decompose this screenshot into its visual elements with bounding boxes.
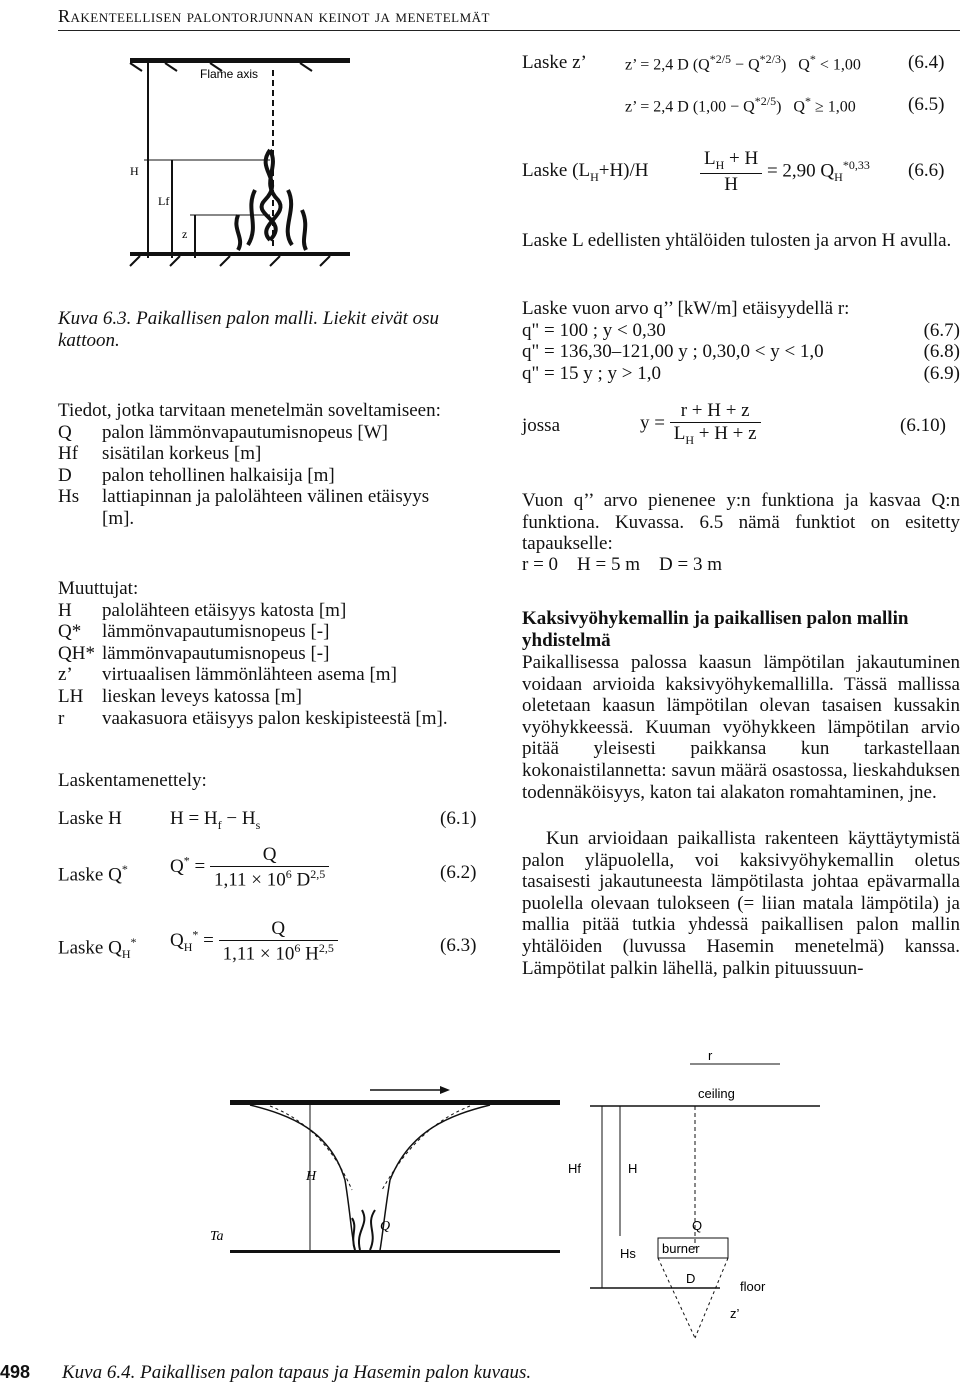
eq66-label: Laske $(L_H+H)/H$	[522, 160, 649, 184]
eq65-expr: z’ = 2,4 D $(1,00 - Q^{*2/5})$ Q* ≥ 1,00	[625, 94, 856, 116]
page-number: 498	[0, 1362, 31, 1382]
var-r: vaakasuora etäisyys palon keskipisteestä [m].	[102, 707, 448, 729]
running-header: Rakenteellisen palontorjunnan keinot ja menetelmät	[58, 6, 490, 26]
eq61-expr: $H = H_f - H_s$	[170, 808, 261, 832]
sym-lh: LH	[58, 685, 84, 707]
figure-6-4-caption: Kuva 6.4. Paikallisen palon tapaus ja Hasemin palon kuvaus.	[62, 1362, 532, 1383]
eq61-label: Laske H	[58, 808, 122, 829]
fig63-h-label: H	[130, 164, 139, 178]
eq63-label: Laske $Q_H^*$	[58, 935, 137, 962]
eq65-number: (6.5)	[908, 94, 945, 115]
section-title: Kaksivyöhykemallin ja paikallisen palon mallin yhdistelmä	[522, 608, 909, 651]
item-d: palon tehollinen halkaisija [m]	[102, 464, 335, 486]
schematic-h-label: H	[628, 1161, 638, 1176]
sym-qhstar: QH*	[58, 642, 95, 664]
schematic-floor-label: floor	[740, 1279, 766, 1294]
eq69-number: (6.9)	[923, 362, 960, 384]
schematic-d-label: D	[686, 1271, 696, 1286]
hasemi-schematic	[568, 1048, 840, 1348]
schematic-hs-label: Hs	[620, 1246, 636, 1261]
eq62-label: Laske Q*	[58, 862, 128, 886]
sym-qstar: Q*	[58, 621, 82, 643]
eq68-expr: q" = 136,30–121,00 y ; 0,30,0 < y < 1,0	[522, 341, 824, 363]
eq63-number: (6.3)	[440, 935, 477, 956]
fig64-h-label: H	[306, 1169, 317, 1184]
schematic-ceiling-label: ceiling	[698, 1086, 735, 1101]
sym-q: Q	[58, 421, 72, 443]
tiedot-intro: Tiedot, jotka tarvitaan menetelmän soveltamiseen:	[58, 400, 441, 421]
eq62-expr: Q* = $\frac{Q}{1,11 \times 10^6 D^{2,5}}$	[170, 844, 329, 891]
laskenta-intro: Laskentamenettely:	[58, 770, 207, 791]
fig63-lf-label: Lf	[158, 194, 170, 208]
fig64-ta-label: Ta	[210, 1229, 224, 1244]
item-q: palon lämmönvapautumisnopeus [W]	[102, 421, 388, 443]
flux-intro: Laske vuon arvo q’’ [kW/m] etäisyydellä r:	[522, 298, 850, 319]
eq61-number: (6.1)	[440, 808, 477, 829]
sym-hf: Hf	[58, 443, 79, 465]
eq64-number: (6.4)	[908, 52, 945, 73]
sym-z: z’	[58, 664, 73, 686]
eq610-number: (6.10)	[900, 415, 946, 436]
sym-hs: Hs	[58, 486, 80, 508]
eq64-expr: z’ = 2,4 D $(Q^{*2/5} - Q^{*2/3}) Q^* < 1,00$	[625, 52, 861, 74]
eq66-expr: $\frac{L_H + H}{H}$ = 2,90 $Q_H^{*0,33}$	[700, 148, 870, 196]
eq63-expr: $Q_H^*$ = $\frac{Q}{1,11 \times 10^6 H^{2,5}}$	[170, 918, 338, 965]
var-lh: lieskan leveys katossa [m]	[102, 685, 302, 707]
eq69-expr: q" = 15 y ; y > 1,0	[522, 362, 661, 384]
var-z: virtuaalisen lämmönlähteen asema [m]	[102, 664, 397, 686]
flame-axis-label: Flame axis	[200, 67, 259, 81]
sym-d: D	[58, 464, 72, 486]
z-label: Laske z’	[522, 52, 587, 73]
vuon-paragraph: Vuon q’’ arvo pienenee y:n funktiona ja kasvaa Q:n funktiona. Kuvassa. 6.5 nämä funktiot on esitetty tapaukselle:	[522, 490, 960, 555]
header-rule	[58, 30, 960, 31]
schematic-hf-label: Hf	[568, 1161, 581, 1176]
hasemi-plume-figure	[210, 1060, 570, 1320]
fig63-z-label: z	[182, 227, 188, 241]
paragraph-2: Kun arvioidaan paikallista rakenteen käyttäytymistä palon yläpuolella, voi kaksivyöhykemallin oletus tasaisesti jakautuneesta lämpötilasta johtaa epävarmalla puolella olevaan tulokseen (= liian matala lämpötila) ja mallia pitää tutkia yhdessä paikallisen palon mallin yhtälöiden (luvussa Hasemin menetelmä) kanssa. Lämpötilat palkin lähellä, palkin pituussuun-	[522, 828, 960, 979]
muuttujat-block	[58, 578, 478, 729]
eq62-number: (6.2)	[440, 862, 477, 883]
item-hs: lattiapinnan ja palolähteen välinen etäisyys [m].	[102, 486, 430, 529]
schematic-r-label: r	[708, 1048, 713, 1063]
item-hf: sisätilan korkeus [m]	[102, 443, 262, 465]
case-values: r = 0 H = 5 m D = 3 m	[522, 554, 722, 575]
tiedot-block	[58, 400, 478, 530]
lh-instruction: Laske L edellisten yhtälöiden tulosten ja arvon H avulla.	[522, 230, 952, 251]
eq68-number: (6.8)	[923, 341, 960, 363]
eq610-expr: y = $\frac{r + H + z}{L_H + H + z}$	[640, 400, 761, 448]
sym-r: r	[58, 707, 65, 729]
sym-h: H	[58, 599, 72, 621]
eq67-number: (6.7)	[923, 319, 960, 341]
paragraph-1: Paikallisessa palossa kaasun lämpötilan jakautuminen voidaan arvioida kaksivyöhykemallilla. Tässä mallissa oletetaan kaasun lämpötilan olevan tasaisen kussakin vyöhykkeessä. Kuuman vyöhykkeen lämpötilan arvio pitää yleisesti paikkansa kun tarkastellaan kokonaistilannetta: savun määrä osastossa, lieskahduksen todennäköisyys, katon tai alakaton romahtaminen, jne.	[522, 652, 960, 803]
schematic-z-label: z’	[730, 1306, 740, 1321]
muuttujat-intro: Muuttujat:	[58, 578, 139, 599]
flux-block	[522, 298, 960, 384]
eq67-expr: q" = 100 ; y < 0,30	[522, 319, 666, 341]
jossa-label: jossa	[522, 415, 560, 436]
eq66-number: (6.6)	[908, 160, 945, 181]
flame-figure-6-3	[120, 40, 360, 280]
schematic-q-label: Q	[692, 1218, 703, 1233]
var-h: palolähteen etäisyys katosta [m]	[102, 599, 347, 621]
var-qhstar: lämmönvapautumisnopeus [-]	[102, 642, 330, 664]
schematic-burner-label: burner	[662, 1241, 700, 1256]
figure-6-3-caption: Kuva 6.3. Paikallisen palon malli. Liekit eivät osu kattoon.	[58, 308, 440, 351]
var-qstar: lämmönvapautumisnopeus [-]	[102, 621, 330, 643]
fig64-q-label: Q	[380, 1219, 391, 1234]
